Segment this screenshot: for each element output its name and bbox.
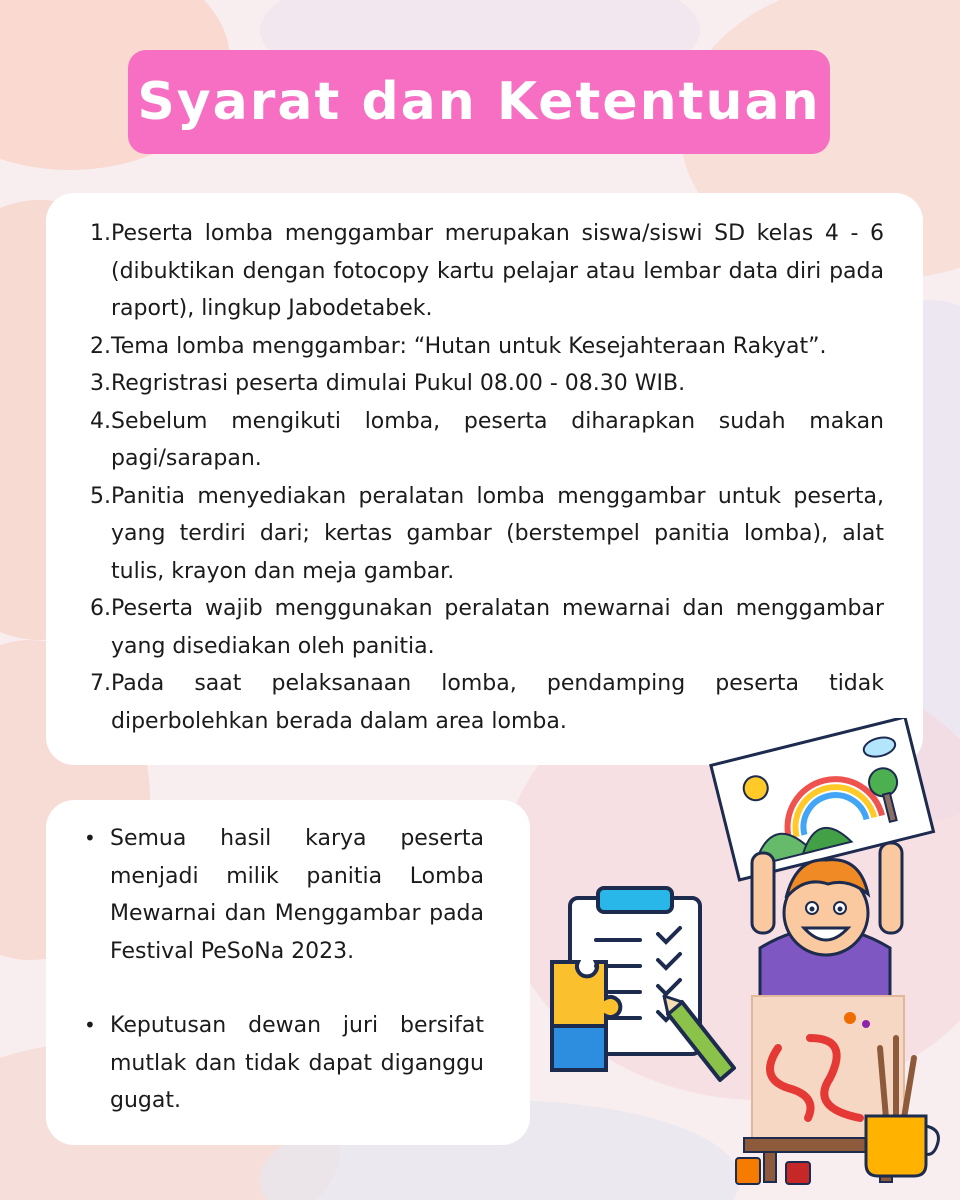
- rule-number: 4.: [90, 408, 111, 434]
- rule-item: [86, 403, 884, 478]
- rule-item: [86, 215, 884, 328]
- rules-list: [86, 215, 884, 740]
- rule-text: Regristrasi peserta dimulai Pukul 08.00 - 08.30 WIB.: [111, 371, 686, 396]
- note-text: Keputusan dewan juri bersifat mutlak dan tidak dapat diganggu gugat.: [110, 1013, 484, 1113]
- note-text: Semua hasil karya peserta menjadi milik panitia Lomba Mewarnai dan Menggambar pada Festival PeSoNa 2023.: [110, 826, 484, 964]
- title-banner: [128, 50, 830, 154]
- rule-number: 3.: [90, 371, 111, 396]
- note-item: [84, 820, 484, 970]
- rule-item: [86, 478, 884, 591]
- rule-item: [86, 328, 884, 366]
- bullet-icon: •: [84, 826, 96, 850]
- rule-number: 5.: [90, 483, 111, 509]
- rule-item: [86, 365, 884, 403]
- rule-number: 6.: [90, 596, 111, 621]
- rule-text: Panitia menyediakan peralatan lomba menggambar untuk peserta, yang terdiri dari; kertas gambar (berstempel panitia lomba), alat tulis, krayon dan meja gambar.: [111, 483, 884, 584]
- rule-number: 1.: [90, 221, 111, 246]
- rule-text: Pada saat pelaksanaan lomba, pendamping peserta tidak diperbolehkan berada dalam area lomba.: [111, 671, 884, 734]
- notes-list: [84, 820, 484, 1157]
- rule-number: 7.: [90, 671, 111, 696]
- rules-card: [46, 193, 923, 765]
- rule-number: 2.: [90, 333, 111, 359]
- bullet-icon: •: [84, 1013, 96, 1037]
- rule-text: Sebelum mengikuti lomba, peserta diharapkan sudah makan pagi/sarapan.: [111, 408, 884, 471]
- boy-holding-drawing: [700, 718, 950, 1188]
- page-title: Syarat dan Ketentuan: [137, 72, 821, 132]
- notes-card: [46, 800, 530, 1145]
- note-item: [84, 1007, 484, 1120]
- rule-text: Peserta lomba menggambar merupakan siswa/siswi SD kelas 4 - 6 (dibuktikan dengan fotocopy kartu pelajar atau lembar data diri pada raport), lingkup Jabodetabek.: [111, 221, 884, 321]
- rule-item: [86, 590, 884, 665]
- rule-text: Peserta wajib menggunakan peralatan mewarnai dan menggambar yang disediakan oleh panitia.: [111, 596, 884, 659]
- rule-text: Tema lomba menggambar: “Hutan untuk Kesejahteraan Rakyat”.: [111, 333, 827, 359]
